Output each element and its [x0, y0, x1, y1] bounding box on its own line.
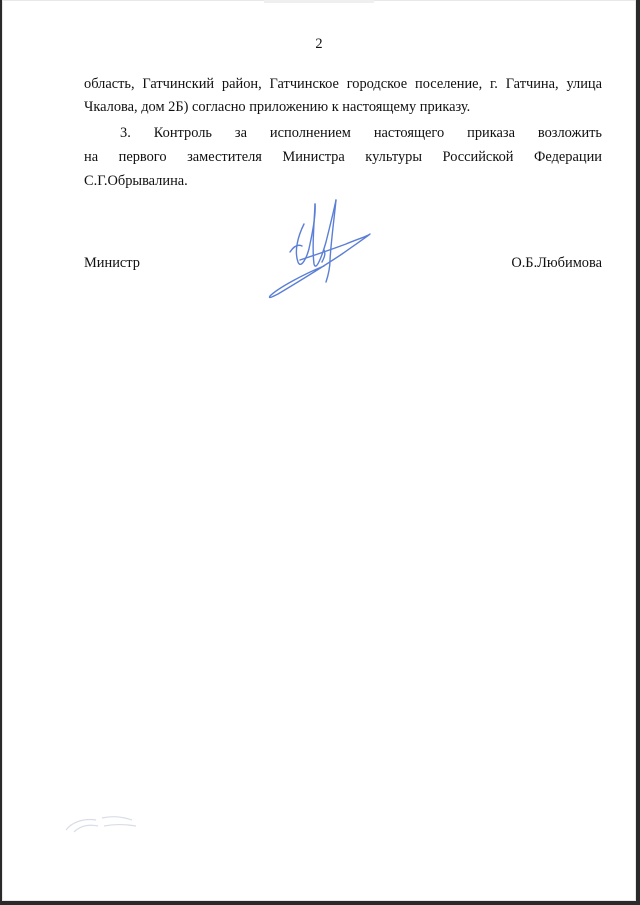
page-number: 2 [315, 36, 323, 52]
body-line-4: на первого заместителя Министра культуры Российской Федерации [84, 149, 602, 165]
signatory-title: Министр [84, 255, 140, 271]
handwritten-signature-icon [264, 196, 376, 304]
scan-edge-mark [264, 0, 374, 6]
body-line-3: 3. Контроль за исполнением настоящего приказа возложить [120, 125, 602, 141]
faint-stamp-icon [62, 808, 144, 838]
document-page [2, 0, 636, 901]
body-line-2: Чкалова, дом 2Б) согласно приложению к настоящему приказу. [84, 99, 471, 115]
body-line-5: С.Г.Обрывалина. [84, 173, 188, 189]
signatory-name: О.Б.Любимова [511, 255, 602, 271]
body-line-1: область, Гатчинский район, Гатчинское городское поселение, г. Гатчина, улица [84, 76, 602, 92]
